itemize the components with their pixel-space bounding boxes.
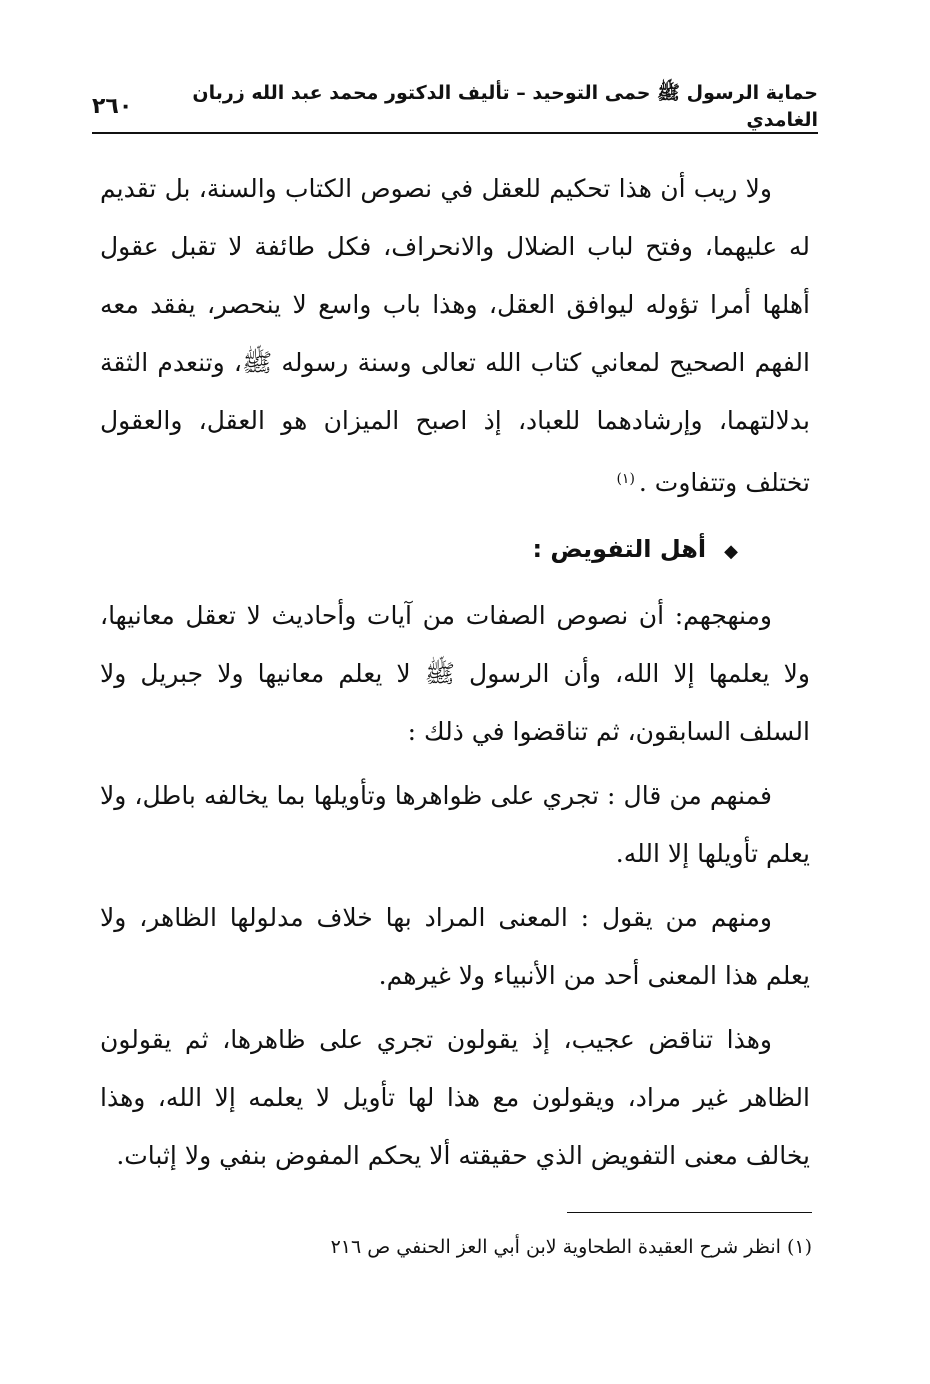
paragraph-1-text: ولا ريب أن هذا تحكيم للعقل في نصوص الكتاب والسنة، بل تقديم له عليهما، وفتح لباب الضلال والانحراف، فكل طائفة لا تقبل عقول أهلها أمرا تؤوله ليوافق العقل، وهذا باب واسع لا ينحصر، يفقد معه الفهم الصحيح لمعاني كتاب الله تعالى وسنة رسوله ﷺ، وتنعدم الثقة بدلالتهما، وإرشادهما للعباد، إذ اصبح الميزان هو العقل، والعقول تختلف وتتفاوت . xyxy=(100,174,810,497)
diamond-bullet-icon: ◆ xyxy=(724,541,738,562)
section-heading xyxy=(100,520,810,581)
footnote-divider xyxy=(567,1212,812,1213)
section-heading-text: أهل التفويض : xyxy=(532,535,707,563)
paragraph-5: وهذا تناقض عجيب، إذ يقولون تجري على ظاهرها، ثم يقولون الظاهر غير مراد، ويقولون مع هذا لها تأويل لا يعلمه إلا الله، وهذا يخالف معنى التفويض الذي حقيقته ألا يحكم المفوض بنفي ولا إثبات. xyxy=(100,1025,810,1170)
body-text xyxy=(100,160,810,1185)
header-divider xyxy=(92,132,818,134)
running-header xyxy=(92,82,818,131)
footnote-marker[interactable]: (١) xyxy=(616,471,635,487)
footnote: (١) انظر شرح العقيدة الطحاوية لابن أبي العز الحنفي ص ٢١٦ xyxy=(330,1236,812,1258)
paragraph-1 xyxy=(100,160,810,512)
page-number: ٢٦٠ xyxy=(92,93,133,119)
paragraph-2: ومنهجهم: أن نصوص الصفات من آيات وأحاديث لا تعقل معانيها، ولا يعلمها إلا الله، وأن الرسول ﷺ لا يعلم معانيها ولا جبريل ولا السلف السابقون، ثم تناقضوا في ذلك : xyxy=(100,601,810,746)
header-title: حماية الرسول ﷺ حمى التوحيد – تأليف الدكتور محمد عبد الله زربان الغامدي xyxy=(192,82,818,131)
paragraph-3: فمنهم من قال : تجري على ظواهرها وتأويلها بما يخالفه باطل، ولا يعلم تأويلها إلا الله. xyxy=(100,781,810,868)
paragraph-4: ومنهم من يقول : المعنى المراد بها خلاف مدلولها الظاهر، ولا يعلم هذا المعنى أحد من الأنبياء ولا غيرهم. xyxy=(100,903,810,990)
